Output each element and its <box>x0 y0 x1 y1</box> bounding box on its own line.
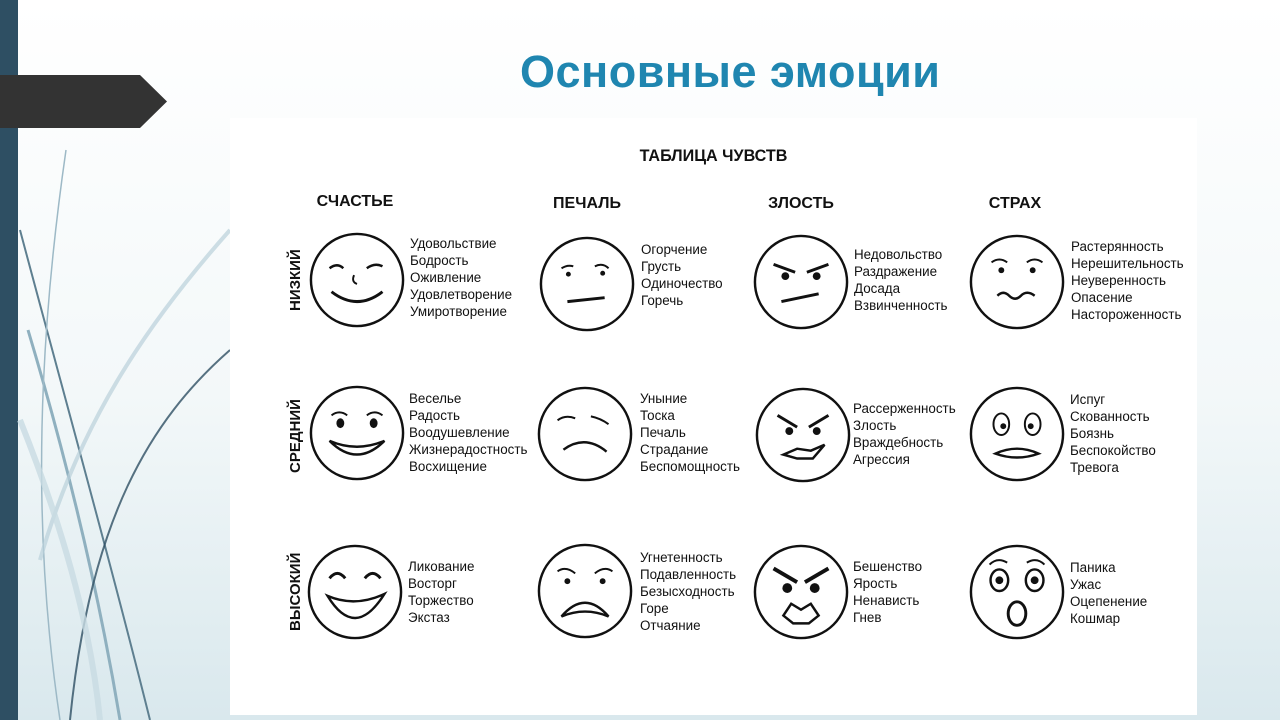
emotion-word: Радость <box>409 408 460 423</box>
emotion-word: Жизнерадостность <box>409 442 528 457</box>
emotion-word: Огорчение <box>641 242 708 257</box>
emotion-word: Восторг <box>408 576 457 591</box>
emotion-word: Удовольствие <box>410 236 497 251</box>
happy-mid-face <box>308 384 406 482</box>
happy-mid-words <box>409 390 527 475</box>
emotion-word: Рассерженность <box>853 401 956 416</box>
angry-high-face <box>752 543 850 641</box>
emotion-word: Тревога <box>1070 460 1119 475</box>
row-header-low: НИЗКИЙ <box>287 249 304 311</box>
sad-mid-face <box>536 385 634 483</box>
emotion-word: Беспомощность <box>640 459 740 474</box>
table-title: ТАБЛИЦА ЧУВСТВ <box>639 146 788 165</box>
emotion-word: Веселье <box>409 391 462 406</box>
emotion-word: Грусть <box>641 259 682 274</box>
emotion-word: Беспокойство <box>1070 443 1156 458</box>
emotion-word: Восхищение <box>409 459 487 474</box>
happy-high-face <box>306 543 404 641</box>
emotion-word: Безысходность <box>640 584 735 599</box>
emotion-word: Удовлетворение <box>410 287 513 302</box>
angry-low-face <box>752 233 850 331</box>
emotion-word: Ужас <box>1070 577 1102 592</box>
happy-low-words <box>410 235 512 320</box>
angry-high-words <box>853 558 922 626</box>
emotion-word: Горечь <box>641 293 684 308</box>
emotion-word: Боязнь <box>1070 426 1114 441</box>
fear-mid-words <box>1070 391 1156 476</box>
title-arrow-tab <box>0 75 167 128</box>
row-header-high: ВЫСОКИЙ <box>287 552 304 631</box>
fear-high-face <box>968 543 1066 641</box>
slide-title: Основные эмоции <box>520 46 941 97</box>
emotion-word: Экстаз <box>408 610 450 625</box>
emotion-word: Угнетенность <box>640 550 723 565</box>
emotion-word: Умиротворение <box>410 304 507 319</box>
column-header-anger: ЗЛОСТЬ <box>768 195 834 212</box>
emotion-word: Воодушевление <box>409 425 510 440</box>
sad-high-words <box>640 549 736 634</box>
emotion-word: Паника <box>1070 560 1116 575</box>
emotion-word: Опасение <box>1071 290 1133 305</box>
emotion-word: Досада <box>854 281 901 296</box>
fear-low-words <box>1071 238 1184 323</box>
emotion-word: Отчаяние <box>640 618 701 633</box>
emotion-word: Бодрость <box>410 253 469 268</box>
emotion-word: Торжество <box>408 593 474 608</box>
emotion-word: Кошмар <box>1070 611 1121 626</box>
row-header-medium: СРЕДНИЙ <box>287 399 304 473</box>
emotion-word: Взвинченность <box>854 298 948 313</box>
emotion-word: Растерянность <box>1071 239 1164 254</box>
sad-mid-words <box>640 390 740 475</box>
column-header-sadness: ПЕЧАЛЬ <box>553 195 621 212</box>
emotion-word: Скованность <box>1070 409 1150 424</box>
feelings-table-image <box>230 118 1197 715</box>
emotion-word: Одиночество <box>641 276 723 291</box>
fear-low-face <box>968 233 1066 331</box>
column-header-fear: СТРАХ <box>988 195 1042 212</box>
emotion-word: Бешенство <box>853 559 923 574</box>
emotion-word: Нерешительность <box>1071 256 1184 271</box>
emotion-word: Ликование <box>408 559 475 574</box>
angry-low-words <box>854 246 948 314</box>
happy-high-words <box>408 558 474 626</box>
emotion-word: Неуверенность <box>1071 273 1167 288</box>
sad-low-words <box>641 241 723 309</box>
emotion-word: Подавленность <box>640 567 737 582</box>
emotion-word: Оцепенение <box>1070 594 1148 609</box>
emotion-word: Ненависть <box>853 593 920 608</box>
happy-low-face <box>308 231 406 329</box>
emotion-word: Испуг <box>1070 392 1106 407</box>
emotion-word: Печаль <box>640 425 686 440</box>
fear-mid-face <box>968 385 1066 483</box>
emotion-word: Настороженность <box>1071 307 1182 322</box>
column-header-happiness: СЧАСТЬЕ <box>316 193 394 210</box>
emotion-word: Недовольство <box>854 247 943 262</box>
emotion-word: Уныние <box>640 391 688 406</box>
fear-high-words <box>1070 559 1147 627</box>
emotion-word: Враждебность <box>853 435 944 450</box>
emotion-word: Гнев <box>853 610 882 625</box>
emotion-word: Тоска <box>640 408 675 423</box>
emotion-word: Агрессия <box>853 452 910 467</box>
emotion-word: Горе <box>640 601 669 616</box>
sad-low-face <box>538 235 636 333</box>
sad-high-face <box>536 542 634 640</box>
emotion-word: Злость <box>853 418 897 433</box>
emotion-word: Раздражение <box>854 264 938 279</box>
emotion-word: Страдание <box>640 442 709 457</box>
angry-mid-face <box>754 386 852 484</box>
emotion-word: Ярость <box>853 576 898 591</box>
emotion-word: Оживление <box>410 270 482 285</box>
angry-mid-words <box>853 400 956 468</box>
